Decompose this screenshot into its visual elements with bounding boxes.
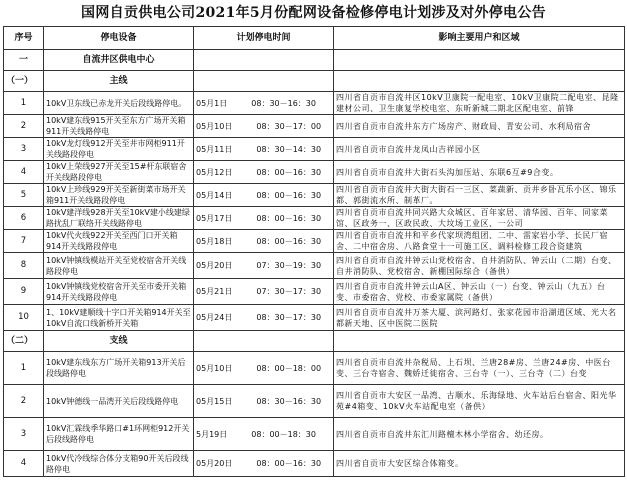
row-no: 8	[4, 253, 44, 279]
row-area: 四川省自贡市自流井钟云山A区、钟云山（一）台变、钟云山（九五）台变、市委宿舍、党校、市委家属院（备供）	[334, 279, 625, 305]
table-row	[4, 451, 625, 477]
row-time: 05月11日 08：30－14：30	[194, 138, 334, 161]
row-no: 6	[4, 207, 44, 230]
row-no: 3	[4, 138, 44, 161]
table-row	[4, 385, 625, 418]
row-area: 四川省自贡市自流井东汇川路檀木林小学宿舍、幼还房。	[334, 418, 625, 451]
row-time: 05月10日 08：30－17：00	[194, 115, 334, 138]
section-no: （二）	[4, 331, 44, 352]
row-no: 4	[4, 451, 44, 477]
table-row	[4, 138, 625, 161]
row-time: 05月10日 08：00－18：00	[194, 352, 334, 385]
row-time: 05月15日 08：30－16：30	[194, 385, 334, 418]
table-row	[4, 92, 625, 115]
row-time: 05月1日 08：30－16：30	[194, 92, 334, 115]
row-equipment: 10kV代火线922开关至西门口开关箱914开关线路段停电	[44, 230, 194, 253]
row-no: 4	[4, 161, 44, 184]
row-no: 2	[4, 115, 44, 138]
row-no: 9	[4, 279, 44, 305]
row-area: 四川省自贡市大安区综合体箱变。	[334, 451, 625, 477]
table-row	[4, 184, 625, 207]
row-time: 5月19日 08：00－18：30	[194, 418, 334, 451]
region-name: 自流井区供电中心	[44, 50, 194, 71]
row-equipment: 10kV建洋线928开关至10kV建小线建绿路扰乱厂联络开关线路停电	[44, 207, 194, 230]
row-time: 05月14日 08：00－16：30	[194, 184, 334, 207]
row-area: 四川省自贡市自流井区10kV卫康院一配电室、10kV卫康院二配电室、昆隆建材公司、卫生康复学校电室、东昕新城二期北区配电室、前锋	[334, 92, 625, 115]
row-area: 四川省自贡市自流井万茶大厦、滨河路灯、张家花园市沿湖道区域、光大名都新天地、区中医院二医院	[334, 305, 625, 331]
table-row	[4, 230, 625, 253]
row-area: 四川省自贡市自流井杂税局、上石坝、兰唐28#房、兰唐24#房、中医台变、三台寺宿舍、魏娇迁徙宿舍、三台寺（一）、三台寺（二）台变	[334, 352, 625, 385]
header-equipment: 停电设备	[44, 27, 194, 50]
region-row	[4, 50, 625, 71]
table-row	[4, 161, 625, 184]
row-area: 四川省自贡市自流井和平乡代家坝湾组团、二中、雷家岩小学、长民厂宿舍、二中宿舍房、八路食堂十一可施工区、调料检修工段合资建筑	[334, 230, 625, 253]
header-area: 影响主要用户和区域	[334, 27, 625, 50]
row-no: 3	[4, 418, 44, 451]
table-row	[4, 279, 625, 305]
table-row	[4, 115, 625, 138]
row-no: 1	[4, 92, 44, 115]
row-time: 05月20日 07：30－19：30	[194, 253, 334, 279]
row-time: 05月21日 07：30－17：30	[194, 279, 334, 305]
section-row	[4, 71, 625, 92]
table-header-row	[4, 27, 625, 50]
section-name: 支线	[44, 331, 194, 352]
section-name: 主线	[44, 71, 194, 92]
table-row	[4, 253, 625, 279]
row-no: 5	[4, 184, 44, 207]
table-row	[4, 418, 625, 451]
header-no: 序号	[4, 27, 44, 50]
row-no: 7	[4, 230, 44, 253]
row-no: 2	[4, 385, 44, 418]
row-area: 四川省自贡市大安区一品湾、古顺水、乐海绿地、火车站后台宿舍、阳光华苑#4箱变、10kV火车站配电室（备供）	[334, 385, 625, 418]
row-equipment: 10kV上珍线929开关至新街菜市场开关箱911开关线路段停电	[44, 184, 194, 207]
row-equipment: 10kV钟镇线党校宿舍开关至市委开关箱914开关线路段停电	[44, 279, 194, 305]
table-row	[4, 207, 625, 230]
row-equipment: 10kV钟德线一品湾开关后段线路停电	[44, 385, 194, 418]
header-time: 计划停电时间	[194, 27, 334, 50]
row-equipment: 10kV汇霖线季华路口#1环网柜912开关后段线路停电	[44, 418, 194, 451]
row-equipment: 10kV建东线915开关至东方广场开关箱911开关线路停电	[44, 115, 194, 138]
row-equipment: 10kV钟镇线模站开关至党校宿舍开关线路段停电	[44, 253, 194, 279]
row-area: 四川省自贡市自流井大街大街石一三区、菜蔬新、贡井乡卧瓦乐小区、锦乐都、郭街流水所、制革厂。	[334, 184, 625, 207]
region-no: 一	[4, 50, 44, 71]
row-time: 05月12日 08：00－16：30	[194, 161, 334, 184]
row-equipment: 1、10kV建顺线十字口开关箱914开关至10kV自流口线新桥开关箱	[44, 305, 194, 331]
row-area: 四川省自贡市自流井大街石头沟加压站、东联6互#9合变。	[334, 161, 625, 184]
table-row	[4, 305, 625, 331]
outage-table	[3, 26, 625, 477]
row-area: 四川省自贡市自流井龙凤山吉祥园小区	[334, 138, 625, 161]
row-equipment: 10kV龙灯线912开关至井市网柜911开关线路段停电	[44, 138, 194, 161]
row-equipment: 10kV建东线东方广场开关箱913开关后段线路停电	[44, 352, 194, 385]
row-time: 05月24日 08：30－17：30	[194, 305, 334, 331]
row-equipment: 10kV上荣线927开关至15#杆东联宿舍开关线路段停电	[44, 161, 194, 184]
row-equipment: 10kV卫东线已赤龙开关后段线路停电。	[44, 92, 194, 115]
row-time: 05月20日 08：00－16：30	[194, 451, 334, 477]
section-no: （一）	[4, 71, 44, 92]
row-time: 05月17日 08：00－16：30	[194, 207, 334, 230]
row-equipment: 10kV代冷线综合体分支箱90开关后段线路停电	[44, 451, 194, 477]
row-area: 四川省自贡市自流井东方广场房产、财政局、青安公司、水利局宿舍	[334, 115, 625, 138]
row-no: 10	[4, 305, 44, 331]
row-area: 四川省自贡市自流井同兴路大众城区、百年家居、清华园、百年、同家菜馆、区政务一、区政民政、大坟场工业区、一公司	[334, 207, 625, 230]
row-time: 05月18日 08：00－16：30	[194, 230, 334, 253]
row-no: 1	[4, 352, 44, 385]
table-row	[4, 352, 625, 385]
page-title: 国网自贡供电公司2021年5月份配网设备检修停电计划涉及对外停电公告	[81, 5, 546, 21]
section-row	[4, 331, 625, 352]
row-area: 四川省自贡市自流井钟云山党校宿舍、自井消防队、钟云山（二期）台变、自井消防队、党校宿舍、新棚国际综合（备供）	[334, 253, 625, 279]
